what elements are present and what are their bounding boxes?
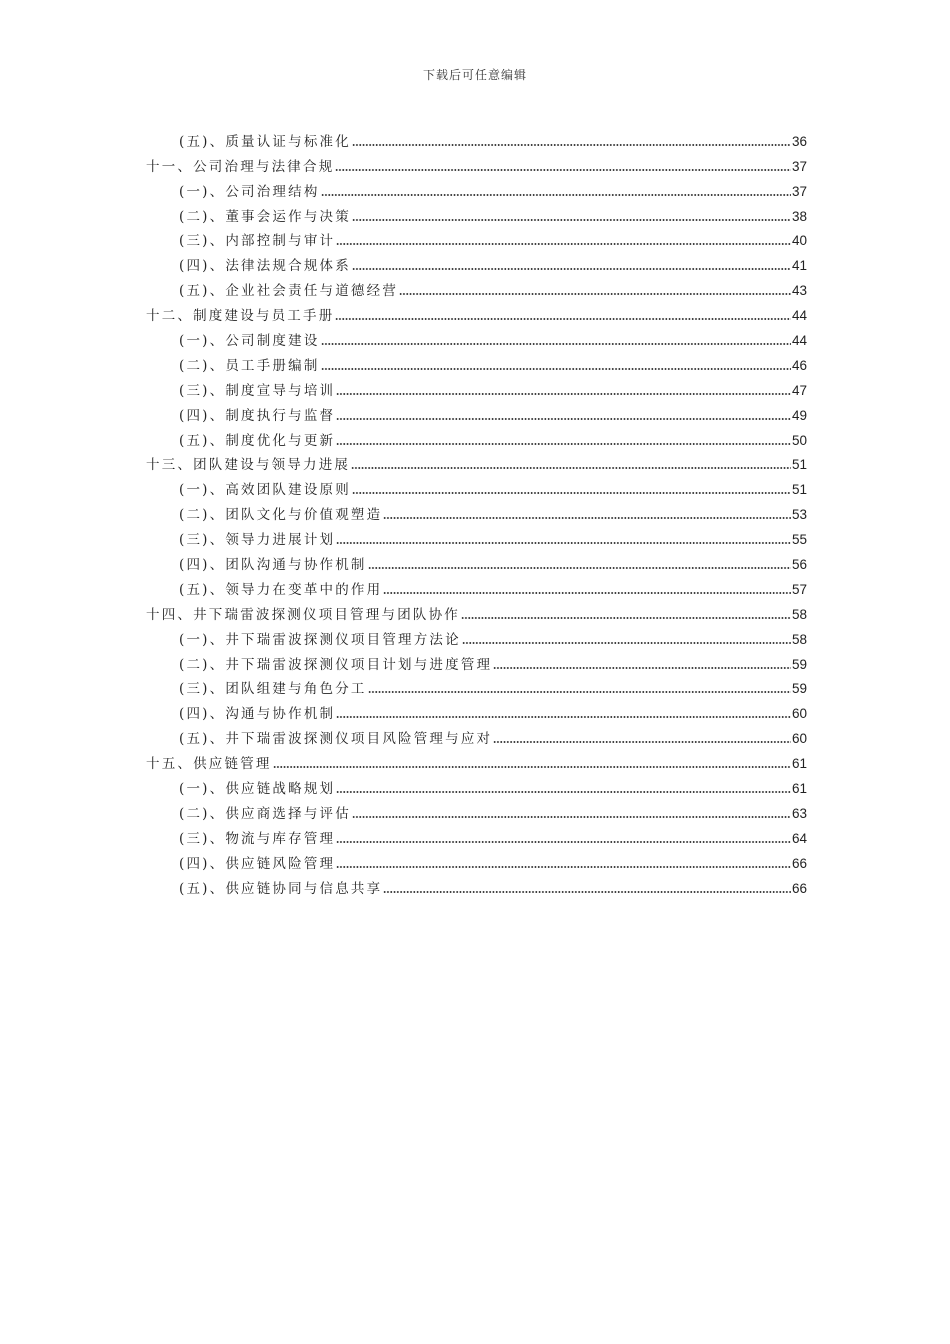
toc-entry-title: (三)、物流与库存管理: [179, 830, 336, 847]
toc-entry-title: (五)、井下瑞雷波探测仪项目风险管理与应对: [179, 731, 493, 748]
toc-entry-title: (一)、高效团队建设原则: [179, 482, 351, 499]
toc-dot-leader: [352, 267, 791, 271]
toc-entry-page-number: 53: [791, 507, 807, 523]
toc-entry-title: (四)、制度执行与监督: [179, 407, 336, 424]
toc-dot-leader: [368, 690, 791, 694]
toc-entry-title: (四)、团队沟通与协作机制: [179, 557, 367, 574]
toc-section-entry[interactable]: [146, 549, 807, 574]
toc-entry-page-number: 55: [791, 532, 807, 548]
toc-dot-leader: [462, 641, 791, 645]
toc-entry-page-number: 46: [791, 357, 807, 373]
toc-entry-title: (二)、井下瑞雷波探测仪项目计划与进度管理: [179, 656, 493, 673]
toc-section-entry[interactable]: [146, 624, 807, 649]
toc-entry-title: (三)、领导力进展计划: [179, 532, 336, 549]
toc-dot-leader: [321, 342, 791, 346]
toc-entry-page-number: 40: [791, 233, 807, 249]
toc-dot-leader: [383, 516, 791, 520]
toc-dot-leader: [321, 193, 791, 197]
toc-entry-page-number: 44: [791, 308, 807, 324]
toc-dot-leader: [336, 417, 791, 421]
toc-entry-page-number: 63: [791, 805, 807, 821]
toc-entry-title: (五)、企业社会责任与道德经营: [179, 283, 399, 300]
toc-entry-page-number: 61: [791, 756, 807, 772]
toc-section-entry[interactable]: [146, 275, 807, 300]
toc-entry-page-number: 61: [791, 781, 807, 797]
toc-section-entry[interactable]: [146, 375, 807, 400]
toc-chapter-entry[interactable]: [146, 748, 807, 773]
toc-entry-page-number: 51: [791, 457, 807, 473]
toc-entry-title: (三)、内部控制与审计: [179, 233, 336, 250]
toc-section-entry[interactable]: [146, 400, 807, 425]
toc-entry-title: (三)、团队组建与角色分工: [179, 681, 367, 698]
toc-entry-title: (一)、井下瑞雷波探测仪项目管理方法论: [179, 631, 461, 648]
toc-section-entry[interactable]: [146, 126, 807, 151]
toc-entry-title: (一)、公司制度建设: [179, 333, 320, 350]
toc-dot-leader: [336, 392, 791, 396]
toc-entry-title: (四)、沟通与协作机制: [179, 706, 336, 723]
toc-section-entry[interactable]: [146, 574, 807, 599]
toc-entry-page-number: 36: [791, 133, 807, 149]
toc-dot-leader: [321, 367, 791, 371]
toc-dot-leader: [273, 765, 791, 769]
toc-section-entry[interactable]: [146, 250, 807, 275]
toc-entry-title: 十五、供应链管理: [146, 756, 272, 773]
toc-dot-leader: [461, 616, 791, 620]
toc-dot-leader: [336, 442, 791, 446]
toc-section-entry[interactable]: [146, 176, 807, 201]
toc-section-entry[interactable]: [146, 499, 807, 524]
toc-dot-leader: [493, 740, 791, 744]
toc-entry-page-number: 44: [791, 333, 807, 349]
toc-entry-page-number: 51: [791, 482, 807, 498]
toc-dot-leader: [336, 790, 791, 794]
toc-section-entry[interactable]: [146, 773, 807, 798]
toc-entry-title: (五)、供应链协同与信息共享: [179, 880, 383, 897]
toc-entry-title: (四)、供应链风险管理: [179, 855, 336, 872]
toc-entry-title: (二)、团队文化与价值观塑造: [179, 507, 383, 524]
toc-entry-title: 十三、团队建设与领导力进展: [146, 457, 351, 474]
toc-dot-leader: [493, 666, 791, 670]
toc-entry-page-number: 60: [791, 706, 807, 722]
toc-dot-leader: [335, 317, 791, 321]
toc-dot-leader: [336, 865, 791, 869]
toc-entry-page-number: 56: [791, 557, 807, 573]
toc-section-entry[interactable]: [146, 524, 807, 549]
toc-dot-leader: [336, 242, 791, 246]
toc-entry-title: (二)、员工手册编制: [179, 357, 320, 374]
toc-entry-page-number: 47: [791, 382, 807, 398]
toc-section-entry[interactable]: [146, 425, 807, 450]
toc-entry-page-number: 64: [791, 830, 807, 846]
toc-entry-page-number: 41: [791, 258, 807, 274]
toc-section-entry[interactable]: [146, 649, 807, 674]
toc-dot-leader: [352, 218, 791, 222]
toc-dot-leader: [336, 840, 791, 844]
toc-section-entry[interactable]: [146, 723, 807, 748]
toc-entry-page-number: 38: [791, 208, 807, 224]
toc-section-entry[interactable]: [146, 350, 807, 375]
toc-entry-title: (一)、供应链战略规划: [179, 781, 336, 798]
toc-dot-leader: [351, 466, 791, 470]
toc-dot-leader: [352, 815, 791, 819]
toc-entry-title: 十二、制度建设与员工手册: [146, 308, 335, 325]
toc-dot-leader: [336, 715, 791, 719]
toc-dot-leader: [352, 491, 791, 495]
toc-dot-leader: [336, 541, 791, 545]
toc-chapter-entry[interactable]: [146, 450, 807, 475]
toc-entry-page-number: 57: [791, 581, 807, 597]
toc-dot-leader: [368, 566, 791, 570]
toc-section-entry[interactable]: [146, 873, 807, 898]
toc-entry-title: 十一、公司治理与法律合规: [146, 158, 335, 175]
toc-entry-page-number: 58: [791, 606, 807, 622]
toc-entry-page-number: 37: [791, 158, 807, 174]
toc-entry-title: (一)、公司治理结构: [179, 183, 320, 200]
toc-entry-page-number: 37: [791, 183, 807, 199]
toc-section-entry[interactable]: [146, 674, 807, 699]
toc-dot-leader: [383, 591, 791, 595]
table-of-contents: [146, 126, 807, 898]
toc-dot-leader: [383, 890, 791, 894]
toc-section-entry[interactable]: [146, 201, 807, 226]
toc-section-entry[interactable]: [146, 698, 807, 723]
toc-entry-page-number: 49: [791, 407, 807, 423]
toc-entry-page-number: 59: [791, 681, 807, 697]
toc-entry-title: (五)、制度优化与更新: [179, 432, 336, 449]
toc-entry-page-number: 66: [791, 880, 807, 896]
toc-entry-title: (四)、法律法规合规体系: [179, 258, 351, 275]
toc-section-entry[interactable]: [146, 823, 807, 848]
toc-entry-page-number: 60: [791, 731, 807, 747]
toc-dot-leader: [352, 143, 791, 147]
toc-entry-page-number: 59: [791, 656, 807, 672]
toc-chapter-entry[interactable]: [146, 151, 807, 176]
toc-dot-leader: [335, 168, 791, 172]
toc-entry-page-number: 58: [791, 631, 807, 647]
toc-entry-title: (二)、董事会运作与决策: [179, 208, 351, 225]
toc-entry-page-number: 50: [791, 432, 807, 448]
toc-entry-title: (二)、供应商选择与评估: [179, 805, 351, 822]
toc-entry-title: (五)、质量认证与标准化: [179, 133, 351, 150]
toc-dot-leader: [399, 292, 791, 296]
toc-section-entry[interactable]: [146, 848, 807, 873]
toc-entry-page-number: 43: [791, 283, 807, 299]
toc-entry-title: (五)、领导力在变革中的作用: [179, 581, 383, 598]
toc-entry-page-number: 66: [791, 855, 807, 871]
toc-section-entry[interactable]: [146, 474, 807, 499]
toc-entry-title: 十四、井下瑞雷波探测仪项目管理与团队协作: [146, 606, 460, 623]
toc-entry-title: (三)、制度宣导与培训: [179, 382, 336, 399]
toc-chapter-entry[interactable]: [146, 300, 807, 325]
toc-chapter-entry[interactable]: [146, 599, 807, 624]
toc-section-entry[interactable]: [146, 226, 807, 251]
toc-section-entry[interactable]: [146, 798, 807, 823]
toc-section-entry[interactable]: [146, 325, 807, 350]
page-header: 下载后可任意编辑: [422, 68, 527, 82]
